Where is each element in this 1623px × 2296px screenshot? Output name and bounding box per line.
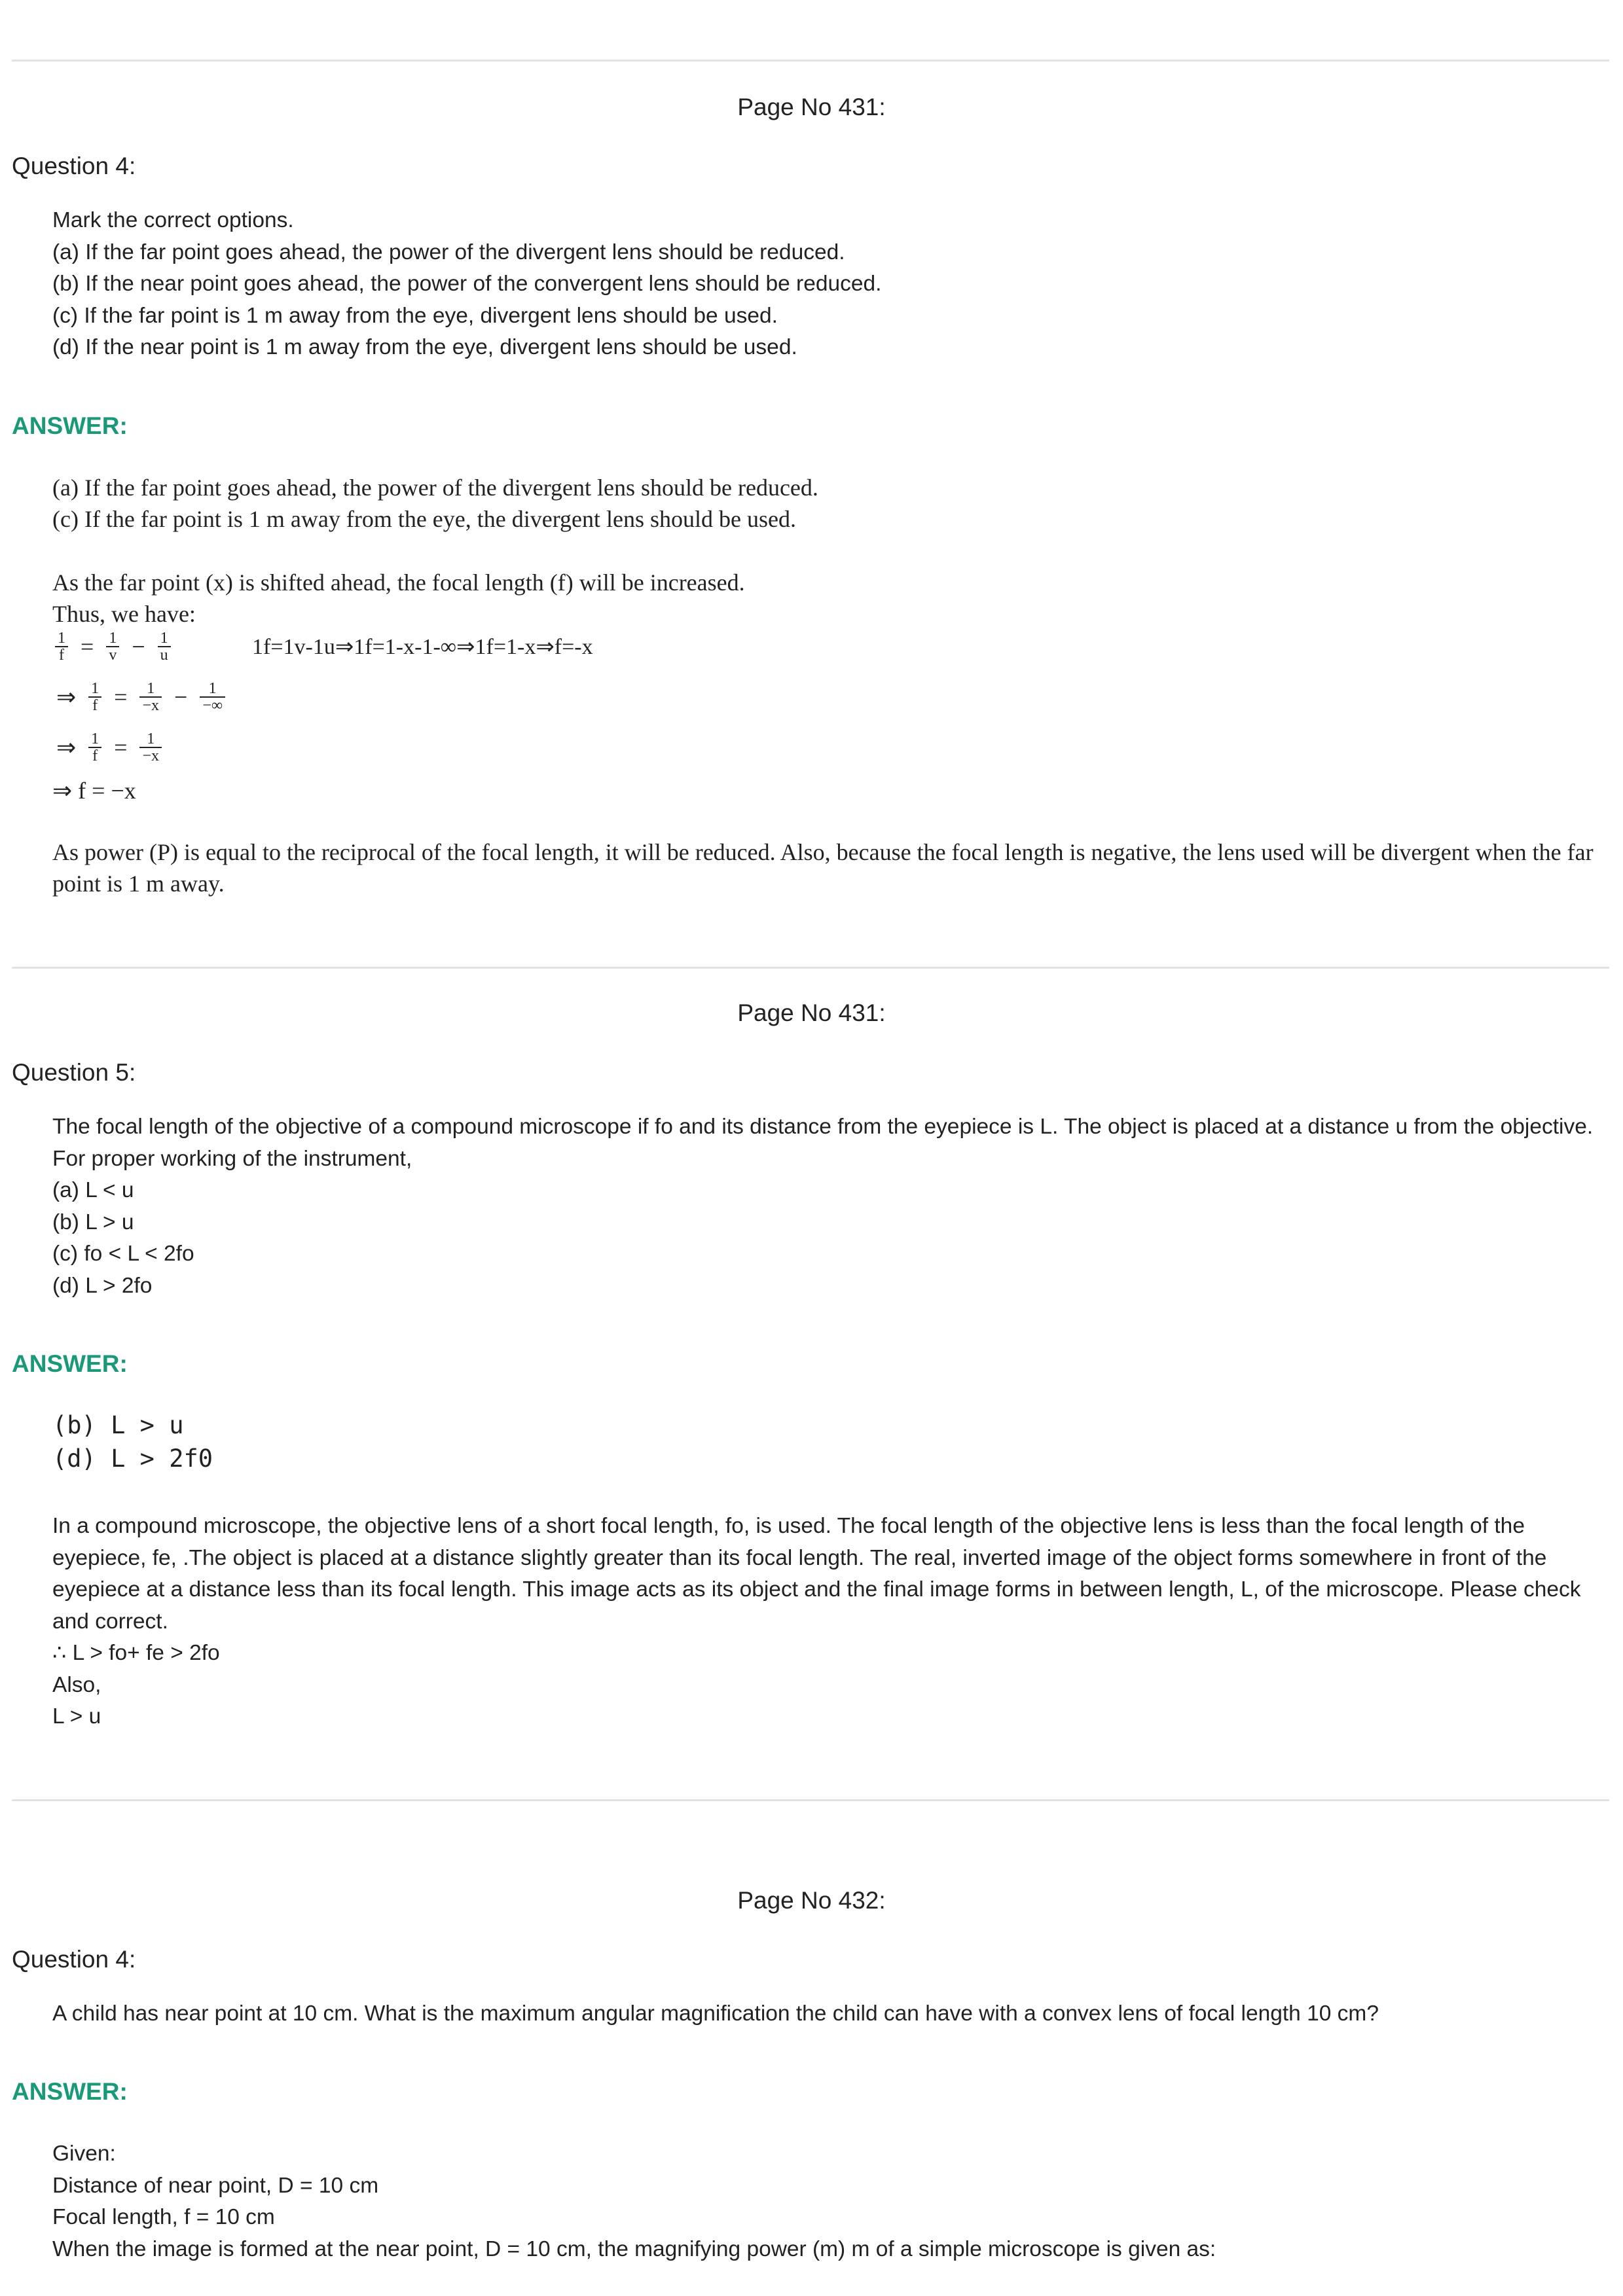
given-line: Given:: [52, 2142, 116, 2166]
explanation-text: In a compound microscope, the objective lens of a short focal length, fo, is used. The focal length of the objective lens is less than the focal length of the eyepiece, fe, .The object is placed at a distance slightly greater than its focal length. The real, inverted image of the object forms somewhere in front of the eyepiece at a distance less than its focal length. This image acts as its object and the final image forms in between length, L, of the microscope. Please check and correct.: [52, 1514, 1581, 1634]
page-number-heading: Page No 431:: [737, 94, 886, 120]
answer-body: [52, 2138, 1216, 2265]
equation-result: ⇒ f = −x: [52, 778, 136, 804]
answer-option-d: (d) L > 2f0: [52, 1444, 213, 1473]
equation-linear-text: 1f=1v-1u⇒1f=1-x-1-∞⇒1f=1-x⇒f=-x: [252, 635, 593, 659]
fraction: $\frac{1}{-\infty}$: [200, 681, 225, 713]
option-c: (c) fo < L < 2fo: [52, 1242, 194, 1266]
answer-heading: ANSWER:: [12, 412, 128, 439]
answer-options: [52, 1408, 213, 1475]
question-heading: Question 4:: [12, 152, 136, 179]
answer-option-a: (a) If the far point goes ahead, the power of the divergent lens should be reduced.: [52, 475, 818, 501]
answer-option-c: (c) If the far point is 1 m away from the eye, the divergent lens should be used.: [52, 506, 797, 532]
fraction: $\frac{1}{u}$: [158, 630, 171, 663]
conclusion-text: As power (P) is equal to the reciprocal of the focal length, it will be reduced. Also, because the focal length is negative, the lens used will be divergent when the far point is 1 m away.: [52, 839, 1594, 897]
magnifying-power-line: When the image is formed at the near point, D = 10 cm, the magnifying power (m) m of a simple microscope is given as:: [52, 2236, 1216, 2261]
option-a: (a) L < u: [52, 1178, 134, 1202]
equation-step-2: ⇒ $\frac{1}{f}$ = $\frac{1}{-x}$ − $\frac{1}{-\infty}$: [52, 681, 228, 713]
question-line: Mark the correct options.: [52, 208, 294, 232]
final-line: L > u: [52, 1704, 101, 1729]
near-point-line: Distance of near point, D = 10 cm: [52, 2173, 379, 2198]
option-b: (b) L > u: [52, 1210, 134, 1234]
question-body: [52, 1111, 1611, 1302]
fraction: $\frac{1}{-x}$: [139, 731, 162, 764]
also-line: Also,: [52, 1672, 101, 1697]
fraction: $\frac{1}{f}$: [88, 681, 101, 713]
option-b: (b) If the near point goes ahead, the power of the convergent lens should be reduced.: [52, 272, 882, 296]
answer-heading: ANSWER:: [12, 1350, 128, 1377]
equation-lens-formula: $\frac{1}{f}$ = $\frac{1}{v}$ − $\frac{1}{u}$: [52, 630, 173, 663]
question-heading: Question 5:: [12, 1059, 136, 1086]
question-text: The focal length of the objective of a compound microscope if fo and its distance from the eyepiece is L. The object is placed at a distance u from the objective. For proper working of the instrument,: [52, 1115, 1594, 1171]
explanation: [52, 1511, 1611, 1733]
option-c: (c) If the far point is 1 m away from the eye, divergent lens should be used.: [52, 303, 778, 328]
focal-length-line: Focal length, f = 10 cm: [52, 2205, 275, 2229]
therefore-line: ∴ L > fo+ fe > 2fo: [52, 1641, 220, 1665]
fraction: $\frac{1}{f}$: [88, 731, 101, 764]
fraction: $\frac{1}{f}$: [55, 630, 68, 663]
section-divider: [12, 60, 1609, 62]
explanation-intro: [52, 567, 745, 630]
answer-heading: ANSWER:: [12, 2078, 128, 2105]
equation-step-3: ⇒ $\frac{1}{f}$ = $\frac{1}{-x}$: [52, 731, 164, 764]
page-number-heading: Page No 432:: [737, 1887, 886, 1914]
fraction: $\frac{1}{v}$: [106, 630, 119, 663]
section-divider: [12, 1799, 1609, 1801]
question-body: [52, 205, 881, 364]
thus-line: Thus, we have:: [52, 601, 196, 627]
question-body: [52, 1998, 1379, 2030]
option-a: (a) If the far point goes ahead, the power of the divergent lens should be reduced.: [52, 240, 845, 264]
option-d: (d) L > 2fo: [52, 1273, 153, 1298]
fraction: $\frac{1}{-x}$: [139, 681, 162, 713]
conclusion: [52, 836, 1611, 899]
answer-options: [52, 472, 818, 535]
option-d: (d) If the near point is 1 m away from the eye, divergent lens should be used.: [52, 335, 797, 359]
section-divider: [12, 967, 1609, 969]
question-heading: Question 4:: [12, 1946, 136, 1973]
explanation-line: As the far point (x) is shifted ahead, the focal length (f) will be increased.: [52, 569, 745, 596]
answer-option-b: (b) L > u: [52, 1411, 184, 1439]
page-number-heading: Page No 431:: [737, 999, 886, 1026]
question-text: A child has near point at 10 cm. What is the maximum angular magnification the child can have with a convex lens of focal length 10 cm?: [52, 2001, 1379, 2026]
